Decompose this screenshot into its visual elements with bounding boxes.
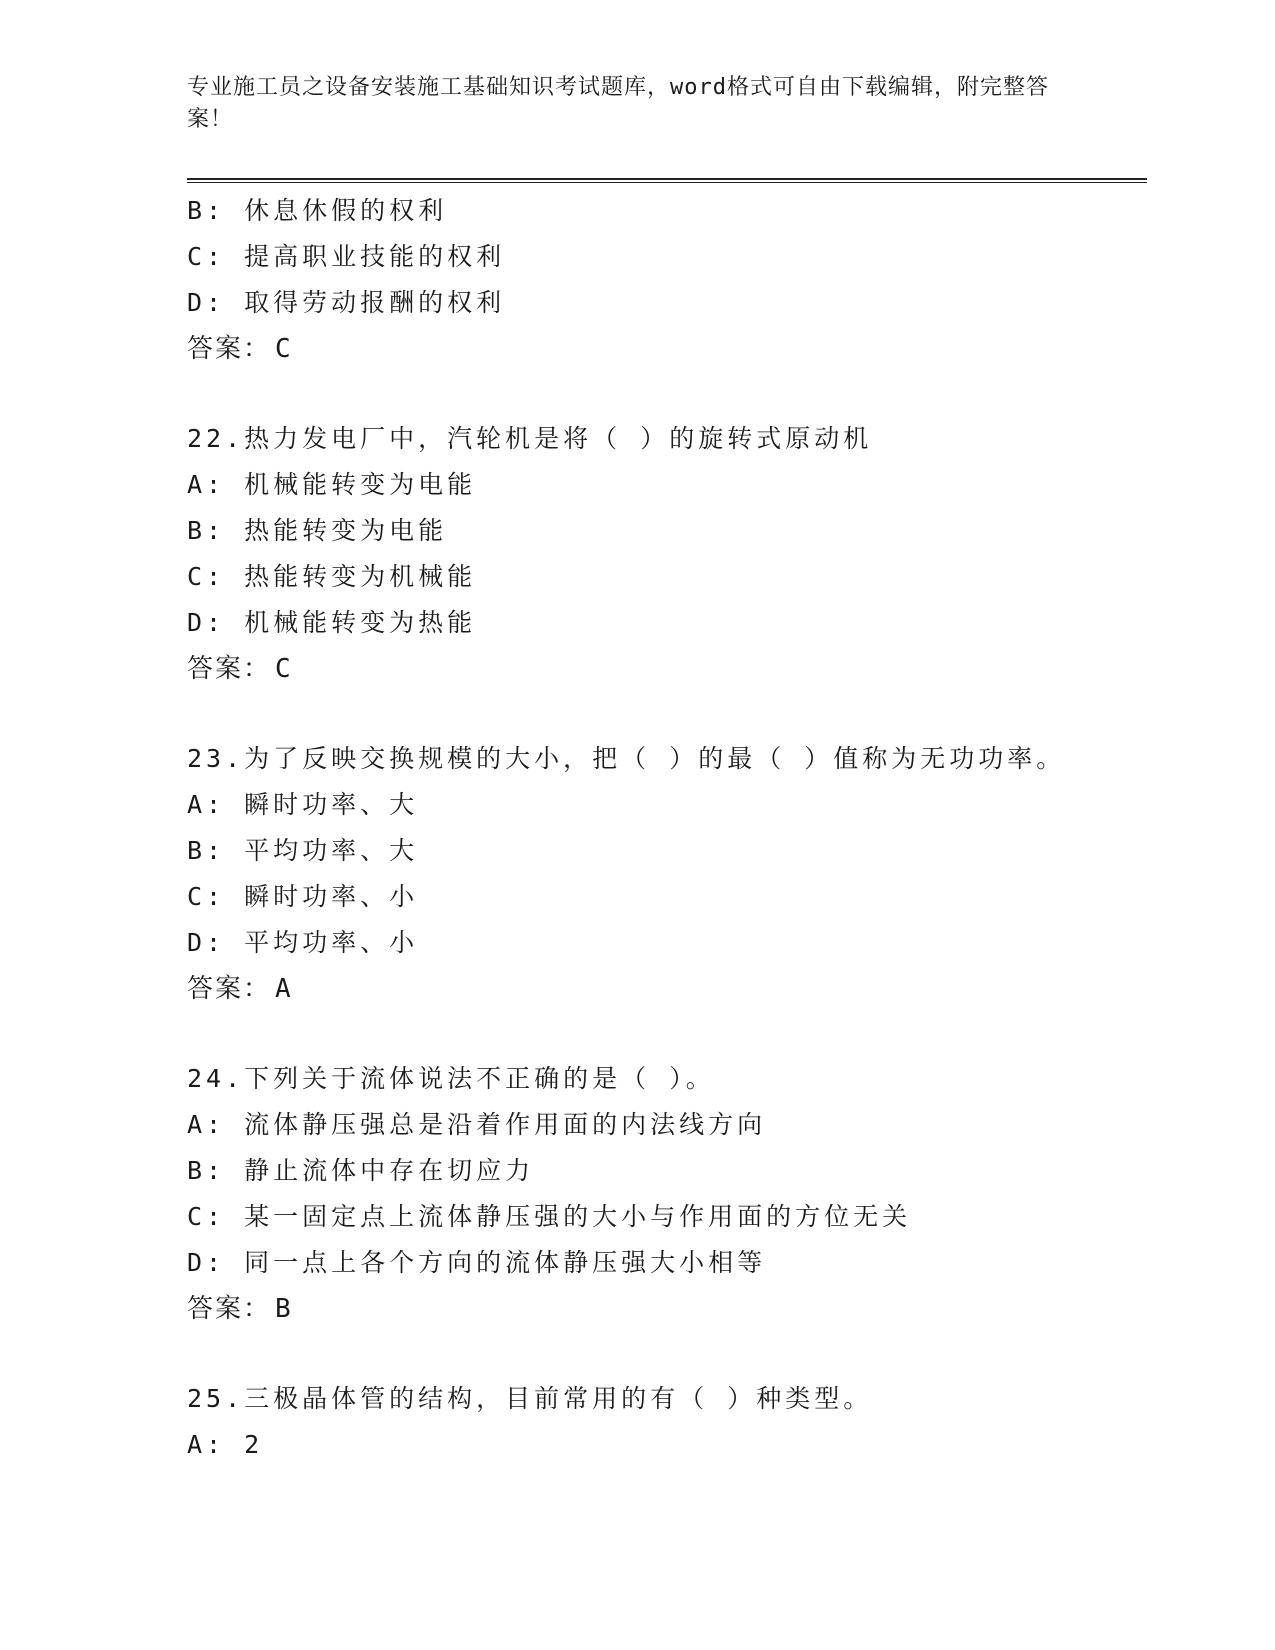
- answer-label: 答案：: [187, 334, 272, 364]
- option-a: A: 机械能转变为电能: [187, 470, 477, 499]
- answer-value: B: [275, 1294, 293, 1324]
- answer-line: [187, 646, 1147, 692]
- answer-label: 答案：: [187, 654, 272, 684]
- question-22: [187, 416, 1147, 692]
- question-25: [187, 1376, 1147, 1468]
- option-c: C: 瞬时功率、小: [187, 882, 419, 911]
- question-stem: 23.为了反映交换规模的大小，把（ ）的最（ ）值称为无功功率。: [187, 744, 1066, 773]
- document-header: 专业施工员之设备安装施工基础知识考试题库，word格式可自由下载编辑，附完整答案！: [187, 75, 1049, 132]
- option-d: D: 同一点上各个方向的流体静压强大小相等: [187, 1248, 767, 1277]
- option-b: B: 热能转变为电能: [187, 516, 448, 545]
- option-b: B: 静止流体中存在切应力: [187, 1156, 535, 1185]
- option-d: D: 机械能转变为热能: [187, 608, 477, 637]
- option-a: A: 2: [187, 1430, 264, 1459]
- question-list: [187, 188, 1147, 1468]
- option-a: A: 流体静压强总是沿着作用面的内法线方向: [187, 1110, 767, 1139]
- spacer: [187, 1332, 1147, 1376]
- option-a: A: 瞬时功率、大: [187, 790, 419, 819]
- answer-value: A: [275, 974, 293, 1004]
- option-b: B: 平均功率、大: [187, 836, 419, 865]
- question-23: [187, 736, 1147, 1012]
- option-c: C: 某一固定点上流体静压强的大小与作用面的方位无关: [187, 1202, 912, 1231]
- answer-label: 答案：: [187, 1294, 272, 1324]
- option-b: B: 休息休假的权利: [187, 196, 448, 225]
- header-divider: [187, 178, 1147, 183]
- option-d: D: 平均功率、小: [187, 928, 419, 957]
- answer-line: [187, 1286, 1147, 1332]
- option-c: C: 热能转变为机械能: [187, 562, 477, 591]
- question-21-continued: [187, 188, 1147, 372]
- option-c: C: 提高职业技能的权利: [187, 242, 506, 271]
- answer-value: C: [275, 334, 293, 364]
- question-24: [187, 1056, 1147, 1332]
- question-stem: 24.下列关于流体说法不正确的是（ ）。: [187, 1064, 715, 1093]
- answer-label: 答案：: [187, 974, 272, 1004]
- question-stem: 22.热力发电厂中，汽轮机是将（ ）的旋转式原动机: [187, 424, 873, 453]
- answer-line: [187, 326, 1147, 372]
- spacer: [187, 692, 1147, 736]
- spacer: [187, 1012, 1147, 1056]
- answer-value: C: [275, 654, 293, 684]
- question-stem: 25.三极晶体管的结构，目前常用的有（ ）种类型。: [187, 1384, 873, 1413]
- option-d: D: 取得劳动报酬的权利: [187, 288, 506, 317]
- spacer: [187, 372, 1147, 416]
- answer-line: [187, 966, 1147, 1012]
